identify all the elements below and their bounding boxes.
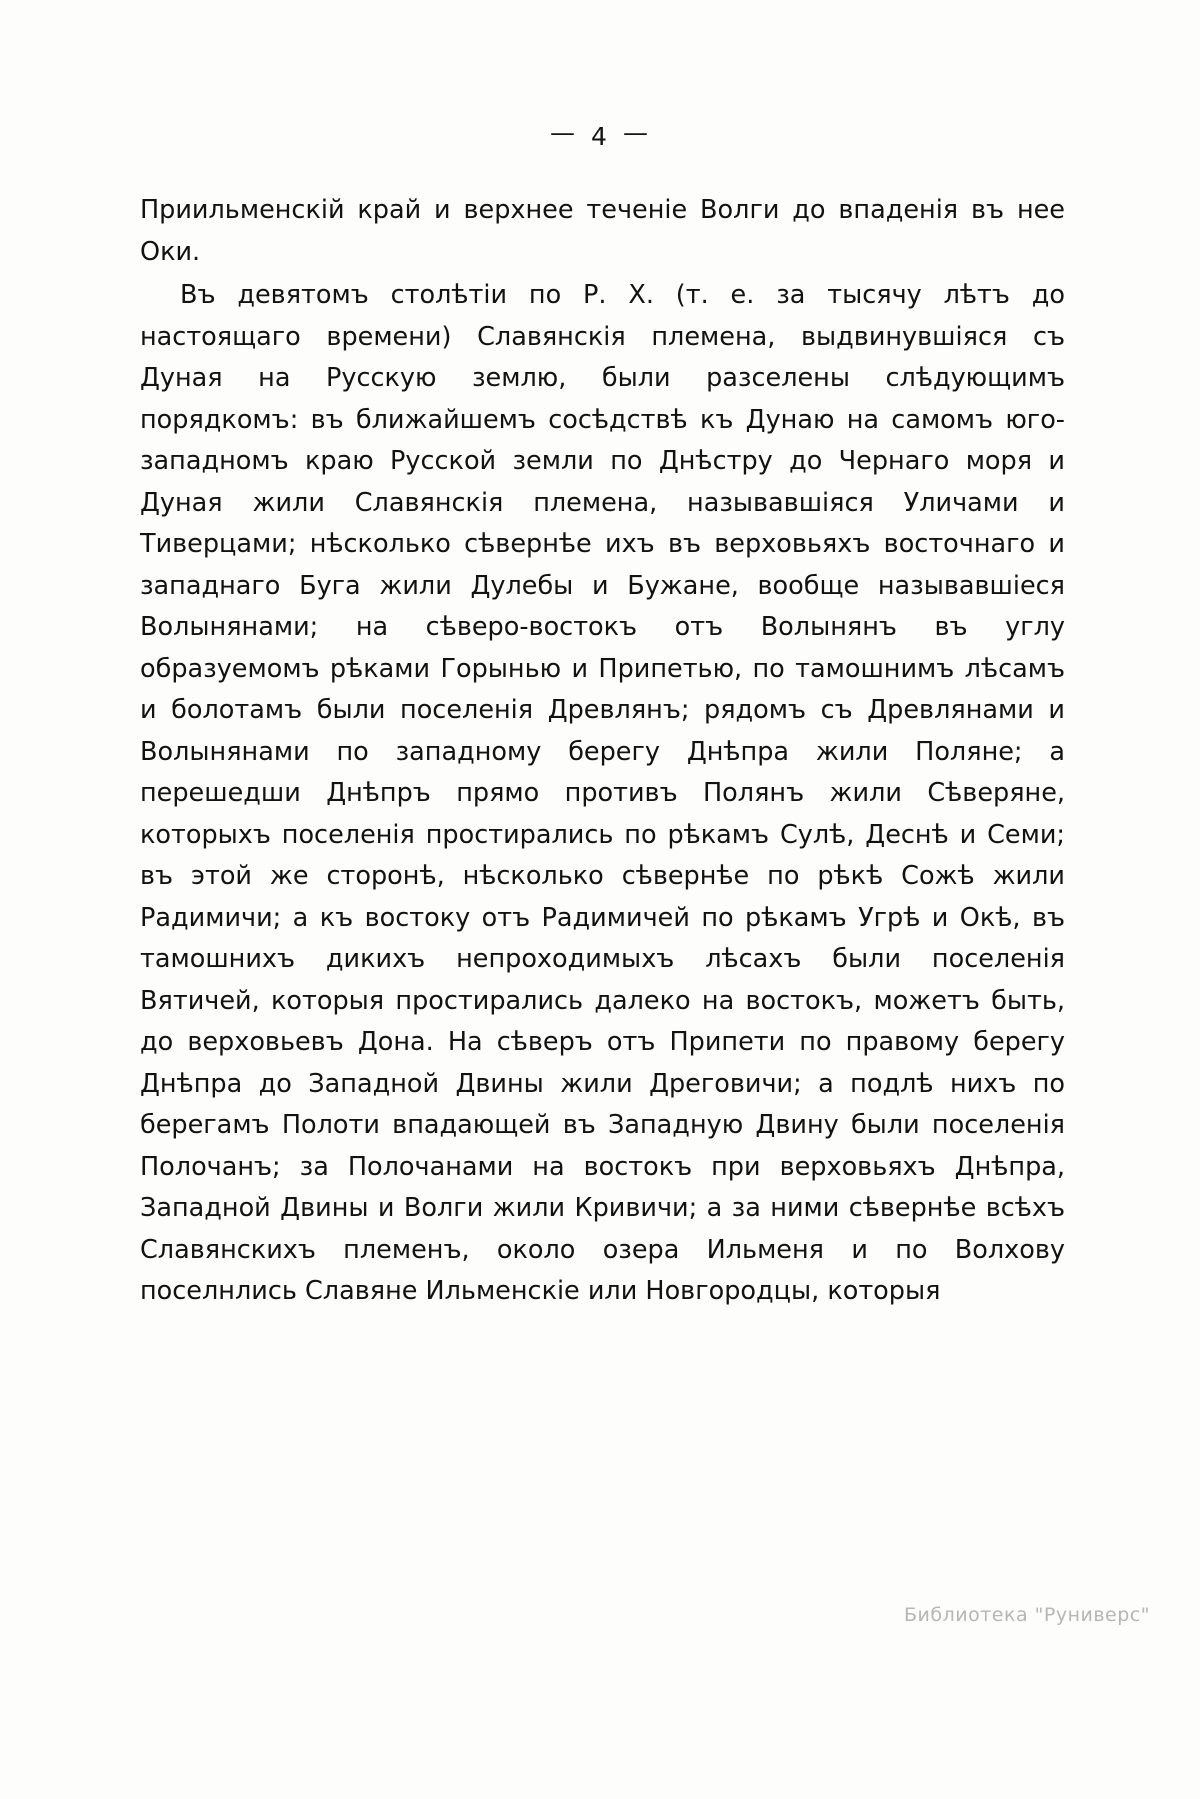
paragraph-1: Приильменскiй край и верхнее теченiе Волги до впаденiя въ нее Оки.	[140, 195, 1065, 267]
page-number-value: 4	[591, 122, 609, 151]
body-text	[140, 190, 1065, 1313]
paragraph-2: Въ девятомъ столѣтiи по Р. Х. (т. е. за тысячу лѣтъ до настоящаго времени) Славянскiя племена, выдвинувшiяся съ Дуная на Русскую землю, были разселены слѣдующимъ порядкомъ: въ ближайшемъ сосѣдствѣ къ Дунаю на самомъ юго-западномъ краю Русской земли по Днѣстру до Чернаго моря и Дуная жили Славянскiя племена, называвшiяся Уличами и Тиверцами; нѣсколько сѣвернѣе ихъ въ верховьяхъ восточнаго и западнаго Буга жили Дулебы и Бужане, вообще называвшiеся Волынянами; на сѣверо-востокъ отъ Волынянъ въ углу образуемомъ рѣками Горынью и Припетью, по тамошнимъ лѣсамъ и болотамъ были поселенiя Древлянъ; рядомъ съ Древлянами и Волынянами по западному берегу Днѣпра жили Поляне; а перешедши Днѣпръ прямо противъ Полянъ жили Сѣверяне, которыхъ поселенiя простирались по рѣкамъ Сулѣ, Деснѣ и Семи; въ этой же сторонѣ, нѣсколько сѣвернѣе по рѣкѣ Сожѣ жили Радимичи; а къ востоку отъ Радимичей по рѣкамъ Угрѣ и Окѣ, въ тамошнихъ дикихъ непроходимыхъ лѣсахъ были поселенiя Вятичей, которыя простирались далеко на востокъ, можетъ быть, до верховьевъ Дона. На сѣверъ отъ Припети по правому берегу Днѣпра до Западной Двины жили Дреговичи; а подлѣ нихъ по берегамъ Полоти впадающей въ Западную Двину были поселенiя Полочанъ; за Полочанами на востокъ при верховьяхъ Днѣпра, Западной Двины и Волги жили Кривичи; а за ними сѣвернѣе всѣхъ Славянскихъ племенъ, около озера Ильменя и по Волхову поселнлись Славяне Ильменскiе или Новгородцы, которыя	[140, 280, 1065, 1306]
page-number	[0, 118, 1200, 151]
library-watermark: Библиотека "Руниверс"	[904, 1604, 1150, 1626]
page-number-dash-left: —	[550, 118, 578, 147]
page-number-dash-right: —	[622, 118, 650, 147]
